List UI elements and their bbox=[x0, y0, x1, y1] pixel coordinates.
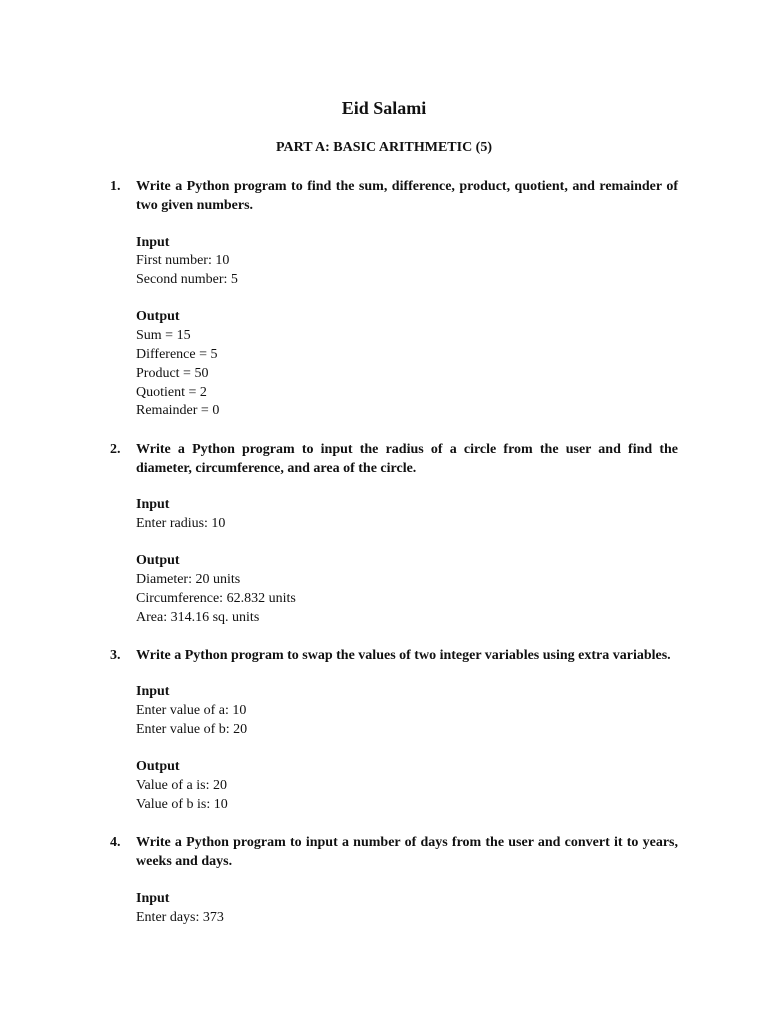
input-label: Input bbox=[136, 684, 170, 700]
question-text: Write a Python program to input the radius of a circle from the user and find the diameter, circumference, and area of the circle. bbox=[136, 441, 678, 476]
input-line: Enter value of a: 10 bbox=[136, 703, 247, 719]
input-line: Enter days: 373 bbox=[136, 909, 224, 925]
input-label: Input bbox=[136, 497, 170, 513]
input-block bbox=[136, 683, 678, 739]
output-line: Remainder = 0 bbox=[136, 403, 220, 419]
output-block bbox=[136, 552, 678, 627]
input-block bbox=[136, 496, 678, 534]
output-line: Value of a is: 20 bbox=[136, 778, 227, 794]
question-header bbox=[110, 177, 678, 215]
question-header bbox=[110, 646, 678, 665]
output-label: Output bbox=[136, 759, 180, 775]
input-block bbox=[136, 234, 678, 290]
output-line: Diameter: 20 units bbox=[136, 572, 241, 588]
input-line: First number: 10 bbox=[136, 253, 230, 269]
question-text: Write a Python program to find the sum, difference, product, quotient, and remainder of two given numbers. bbox=[136, 179, 678, 213]
output-line: Quotient = 2 bbox=[136, 384, 207, 400]
question-4 bbox=[110, 833, 678, 927]
output-block bbox=[136, 758, 678, 814]
input-line: Enter value of b: 20 bbox=[136, 722, 248, 738]
output-line: Product = 50 bbox=[136, 365, 209, 381]
output-label: Output bbox=[136, 553, 180, 569]
input-line: Second number: 5 bbox=[136, 272, 238, 288]
output-line: Circumference: 62.832 units bbox=[136, 590, 296, 606]
question-3 bbox=[110, 646, 678, 815]
question-number: 4. bbox=[110, 835, 121, 851]
page-title: Eid Salami bbox=[341, 98, 427, 118]
question-list bbox=[110, 177, 678, 927]
question-header bbox=[110, 440, 678, 478]
output-line: Sum = 15 bbox=[136, 328, 191, 344]
question-1 bbox=[110, 177, 678, 421]
question-number: 3. bbox=[110, 647, 121, 663]
question-text: Write a Python program to input a number of days from the user and convert it to years, weeks and days. bbox=[136, 835, 678, 870]
output-line: Difference = 5 bbox=[136, 346, 218, 362]
output-block bbox=[136, 308, 678, 421]
input-label: Input bbox=[136, 234, 170, 250]
question-2 bbox=[110, 440, 678, 628]
output-line: Value of b is: 10 bbox=[136, 796, 228, 812]
question-text: Write a Python program to swap the values of two integer variables using extra variables. bbox=[136, 647, 671, 663]
question-number: 2. bbox=[110, 441, 121, 457]
section-heading: PART A: BASIC ARITHMETIC (5) bbox=[275, 140, 492, 155]
input-block bbox=[136, 890, 678, 928]
output-label: Output bbox=[136, 309, 180, 325]
input-line: Enter radius: 10 bbox=[136, 515, 226, 531]
input-label: Input bbox=[136, 890, 170, 906]
question-number: 1. bbox=[110, 179, 121, 194]
output-line: Area: 314.16 sq. units bbox=[136, 609, 260, 625]
question-header bbox=[110, 833, 678, 871]
